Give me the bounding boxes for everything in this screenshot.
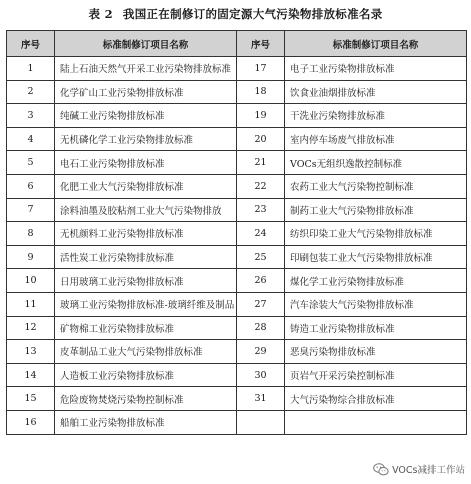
row-number-left: 12: [7, 316, 55, 340]
standard-name-right: 制药工业大气污染物排放标准: [285, 198, 467, 222]
table-row: [7, 245, 467, 269]
table-row: [7, 127, 467, 151]
row-number-right: 31: [237, 387, 285, 411]
header-no-right: 序号: [237, 31, 285, 57]
standard-name-right: 汽车涂装大气污染物排放标准: [285, 292, 467, 316]
standard-name-left: 危险废物焚烧污染物控制标准: [55, 387, 237, 411]
row-number-left: 13: [7, 340, 55, 364]
table-row: [7, 363, 467, 387]
standard-name-left: 人造板工业污染物排放标准: [55, 363, 237, 387]
table-row: [7, 151, 467, 175]
table-row: [7, 80, 467, 104]
standard-name-left: 无机颜料工业污染物排放标准: [55, 222, 237, 246]
standard-name-right: VOCs无组织逸散控制标准: [285, 151, 467, 175]
table-row: [7, 387, 467, 411]
row-number-left: 7: [7, 198, 55, 222]
table-title: 我国正在制修订的固定源大气污染物排放标准名录: [122, 7, 383, 21]
row-number-right: 22: [237, 174, 285, 198]
standard-name-left: 化肥工业大气污染物排放标准: [55, 174, 237, 198]
table-number: 表 2: [88, 7, 113, 21]
row-number-left: 6: [7, 174, 55, 198]
standard-name-right: 室内停车场废气排放标准: [285, 127, 467, 151]
standard-name-right: 农药工业大气污染物控制标准: [285, 174, 467, 198]
standard-name-right: 铸造工业污染物排放标准: [285, 316, 467, 340]
row-number-left: 10: [7, 269, 55, 293]
row-number-right: 26: [237, 269, 285, 293]
table-row: [7, 198, 467, 222]
row-number-right: 19: [237, 104, 285, 128]
row-number-right: 20: [237, 127, 285, 151]
row-number-left: 3: [7, 104, 55, 128]
row-number-left: 14: [7, 363, 55, 387]
header-name-right: 标准制修订项目名称: [285, 31, 467, 57]
row-number-left: 11: [7, 292, 55, 316]
row-number-right: 29: [237, 340, 285, 364]
standard-name-left: 活性炭工业污染物排放标准: [55, 245, 237, 269]
row-number-left: 15: [7, 387, 55, 411]
table-caption: [0, 6, 471, 22]
table-row: [7, 292, 467, 316]
standard-name-left: 日用玻璃工业污染物排放标准: [55, 269, 237, 293]
standard-name-left: 电石工业污染物排放标准: [55, 151, 237, 175]
watermark-text: VOCs减排工作站: [392, 465, 465, 476]
standard-name-left: 无机磷化学工业污染物排放标准: [55, 127, 237, 151]
row-number-left: 2: [7, 80, 55, 104]
standard-name-right: 饮食业油烟排放标准: [285, 80, 467, 104]
header-no-left: 序号: [7, 31, 55, 57]
table-row: [7, 104, 467, 128]
table-row: [7, 410, 467, 434]
standard-name-left: 玻璃工业污染物排放标准-玻璃纤维及制品: [55, 292, 237, 316]
standard-name-right: 恶臭污染物排放标准: [285, 340, 467, 364]
row-number-left: 4: [7, 127, 55, 151]
standard-name-left: 陆上石油天然气开采工业污染物排放标准: [55, 57, 237, 81]
row-number-right: 24: [237, 222, 285, 246]
standard-name-right: 页岩气开采污染控制标准: [285, 363, 467, 387]
table-row: [7, 316, 467, 340]
standard-name-left: 船舶工业污染物排放标准: [55, 410, 237, 434]
row-number-right: 17: [237, 57, 285, 81]
row-number-left: 1: [7, 57, 55, 81]
row-number-left: 8: [7, 222, 55, 246]
table-body: [7, 57, 467, 435]
row-number-left: 9: [7, 245, 55, 269]
row-number-left: 16: [7, 410, 55, 434]
row-number-right: 30: [237, 363, 285, 387]
standard-name-left: 皮革制品工业大气污染物排放标准: [55, 340, 237, 364]
row-number-right: 27: [237, 292, 285, 316]
standard-name-right: 干洗业污染物排放标准: [285, 104, 467, 128]
row-number-right: 25: [237, 245, 285, 269]
standard-name-left: 纯碱工业污染物排放标准: [55, 104, 237, 128]
row-number-right: 21: [237, 151, 285, 175]
row-number-right: 23: [237, 198, 285, 222]
standard-name-right: [285, 410, 467, 434]
table-header-row: [7, 31, 467, 57]
row-number-right: 18: [237, 80, 285, 104]
row-number-right: 28: [237, 316, 285, 340]
row-number-right: [237, 410, 285, 434]
standard-name-right: 煤化学工业污染物排放标准: [285, 269, 467, 293]
standard-name-right: 印刷包装工业大气污染物排放标准: [285, 245, 467, 269]
table-row: [7, 57, 467, 81]
standard-name-left: 涂料油墨及胶粘剂工业大气污染物排放: [55, 198, 237, 222]
standard-name-left: 化学矿山工业污染物排放标准: [55, 80, 237, 104]
table-row: [7, 222, 467, 246]
watermark: [373, 462, 465, 476]
standard-name-left: 矿物棉工业污染物排放标准: [55, 316, 237, 340]
standard-name-right: 纺织印染工业大气污染物排放标准: [285, 222, 467, 246]
standard-name-right: 大气污染物综合排放标准: [285, 387, 467, 411]
table-row: [7, 174, 467, 198]
standards-table: [6, 30, 467, 435]
header-name-left: 标准制修订项目名称: [55, 31, 237, 57]
wechat-icon: [373, 463, 389, 476]
row-number-left: 5: [7, 151, 55, 175]
table-row: [7, 340, 467, 364]
table-row: [7, 269, 467, 293]
standard-name-right: 电子工业污染物排放标准: [285, 57, 467, 81]
